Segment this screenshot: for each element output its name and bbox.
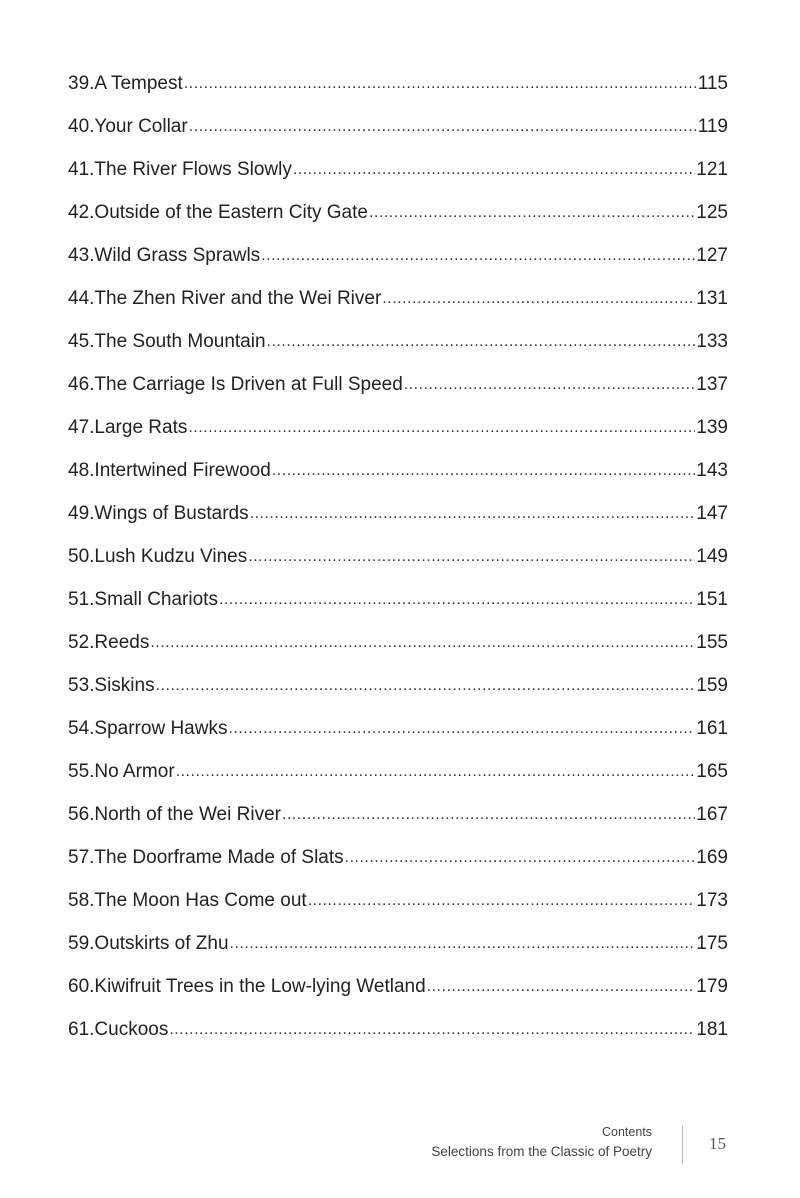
toc-entry-title: 53.Siskins (68, 675, 155, 696)
table-of-contents (68, 62, 728, 1051)
toc-entry-title: 55.No Armor (68, 761, 175, 782)
page-footer (380, 1122, 740, 1170)
toc-entry-page: 131 (696, 288, 728, 309)
toc-entry-title: 45.The South Mountain (68, 331, 266, 352)
toc-entry-page: 175 (696, 933, 728, 954)
dot-leader (219, 577, 695, 621)
toc-entry[interactable] (68, 535, 728, 578)
toc-entry-page: 143 (696, 460, 728, 481)
toc-entry-page: 161 (696, 718, 728, 739)
footer-divider (682, 1126, 683, 1164)
toc-entry-title: 39.A Tempest (68, 73, 183, 94)
toc-entry-title: 54.Sparrow Hawks (68, 718, 228, 739)
dot-leader (267, 319, 696, 363)
dot-leader (189, 104, 697, 148)
toc-entry-page: 167 (696, 804, 728, 825)
dot-leader (272, 448, 696, 492)
toc-entry-page: 159 (696, 675, 728, 696)
dot-leader (382, 276, 695, 320)
toc-entry-title: 41.The River Flows Slowly (68, 159, 292, 180)
toc-entry-title: 50.Lush Kudzu Vines (68, 546, 248, 567)
dot-leader (404, 362, 696, 406)
toc-entry-title: 57.The Doorframe Made of Slats (68, 847, 344, 868)
dot-leader (248, 534, 695, 578)
toc-entry-page: 165 (696, 761, 728, 782)
toc-entry[interactable] (68, 793, 728, 836)
toc-entry-title: 51.Small Chariots (68, 589, 218, 610)
toc-entry-title: 58.The Moon Has Come out (68, 890, 307, 911)
toc-entry[interactable] (68, 664, 728, 707)
toc-entry-title: 40.Your Collar (68, 116, 188, 137)
toc-entry-title: 47.Large Rats (68, 417, 188, 438)
toc-entry[interactable] (68, 363, 728, 406)
toc-entry-page: 151 (696, 589, 728, 610)
toc-entry-title: 59.Outskirts of Zhu (68, 933, 229, 954)
toc-entry-page: 125 (696, 202, 728, 223)
toc-entry[interactable] (68, 191, 728, 234)
dot-leader (228, 706, 695, 750)
toc-entry-title: 60.Kiwifruit Trees in the Low-lying Wetland (68, 976, 426, 997)
dot-leader (230, 921, 696, 965)
dot-leader (261, 233, 695, 277)
toc-entry[interactable] (68, 277, 728, 320)
toc-entry-page: 115 (697, 73, 728, 94)
toc-entry[interactable] (68, 62, 728, 105)
toc-entry[interactable] (68, 836, 728, 879)
toc-entry[interactable] (68, 750, 728, 793)
dot-leader (308, 878, 696, 922)
dot-leader (169, 1007, 695, 1051)
dot-leader (427, 964, 696, 1008)
footer-section-label: Contents (601, 1125, 652, 1139)
dot-leader (369, 190, 695, 234)
toc-entry[interactable] (68, 105, 728, 148)
toc-entry-page: 155 (696, 632, 728, 653)
toc-entry[interactable] (68, 320, 728, 363)
toc-entry[interactable] (68, 492, 728, 535)
toc-entry-page: 173 (696, 890, 728, 911)
page-number: 15 (709, 1134, 726, 1153)
dot-leader (156, 663, 696, 707)
dot-leader (176, 749, 696, 793)
toc-entry-title: 42.Outside of the Eastern City Gate (68, 202, 368, 223)
toc-entry[interactable] (68, 707, 728, 750)
toc-entry[interactable] (68, 449, 728, 492)
toc-entry-page: 137 (696, 374, 728, 395)
toc-entry-page: 139 (696, 417, 728, 438)
toc-entry[interactable] (68, 578, 728, 621)
dot-leader (188, 405, 695, 449)
toc-entry-page: 179 (696, 976, 728, 997)
toc-entry-page: 121 (696, 159, 728, 180)
toc-entry-page: 133 (696, 331, 728, 352)
toc-entry-title: 56.North of the Wei River (68, 804, 281, 825)
dot-leader (150, 620, 695, 664)
toc-entry-title: 61.Cuckoos (68, 1019, 169, 1040)
toc-entry[interactable] (68, 406, 728, 449)
toc-entry[interactable] (68, 148, 728, 191)
toc-entry[interactable] (68, 922, 728, 965)
toc-entry-title: 52.Reeds (68, 632, 150, 653)
dot-leader (282, 792, 695, 836)
toc-entry[interactable] (68, 879, 728, 922)
toc-entry-title: 43.Wild Grass Sprawls (68, 245, 261, 266)
toc-entry[interactable] (68, 621, 728, 664)
dot-leader (250, 491, 696, 535)
toc-entry[interactable] (68, 234, 728, 277)
toc-entry-page: 127 (696, 245, 728, 266)
toc-entry-title: 46.The Carriage Is Driven at Full Speed (68, 374, 403, 395)
toc-entry-title: 48.Intertwined Firewood (68, 460, 271, 481)
footer-text-block (431, 1122, 652, 1162)
toc-entry-page: 169 (696, 847, 728, 868)
toc-entry-page: 119 (697, 116, 728, 137)
toc-entry-title: 49.Wings of Bustards (68, 503, 249, 524)
toc-entry-page: 181 (696, 1019, 728, 1040)
toc-entry-page: 149 (696, 546, 728, 567)
dot-leader (345, 835, 696, 879)
dot-leader (293, 147, 695, 191)
dot-leader (184, 61, 697, 105)
footer-book-title: Selections from the Classic of Poetry (431, 1144, 652, 1159)
toc-entry[interactable] (68, 965, 728, 1008)
toc-entry-title: 44.The Zhen River and the Wei River (68, 288, 382, 309)
toc-entry[interactable] (68, 1008, 728, 1051)
toc-entry-page: 147 (696, 503, 728, 524)
